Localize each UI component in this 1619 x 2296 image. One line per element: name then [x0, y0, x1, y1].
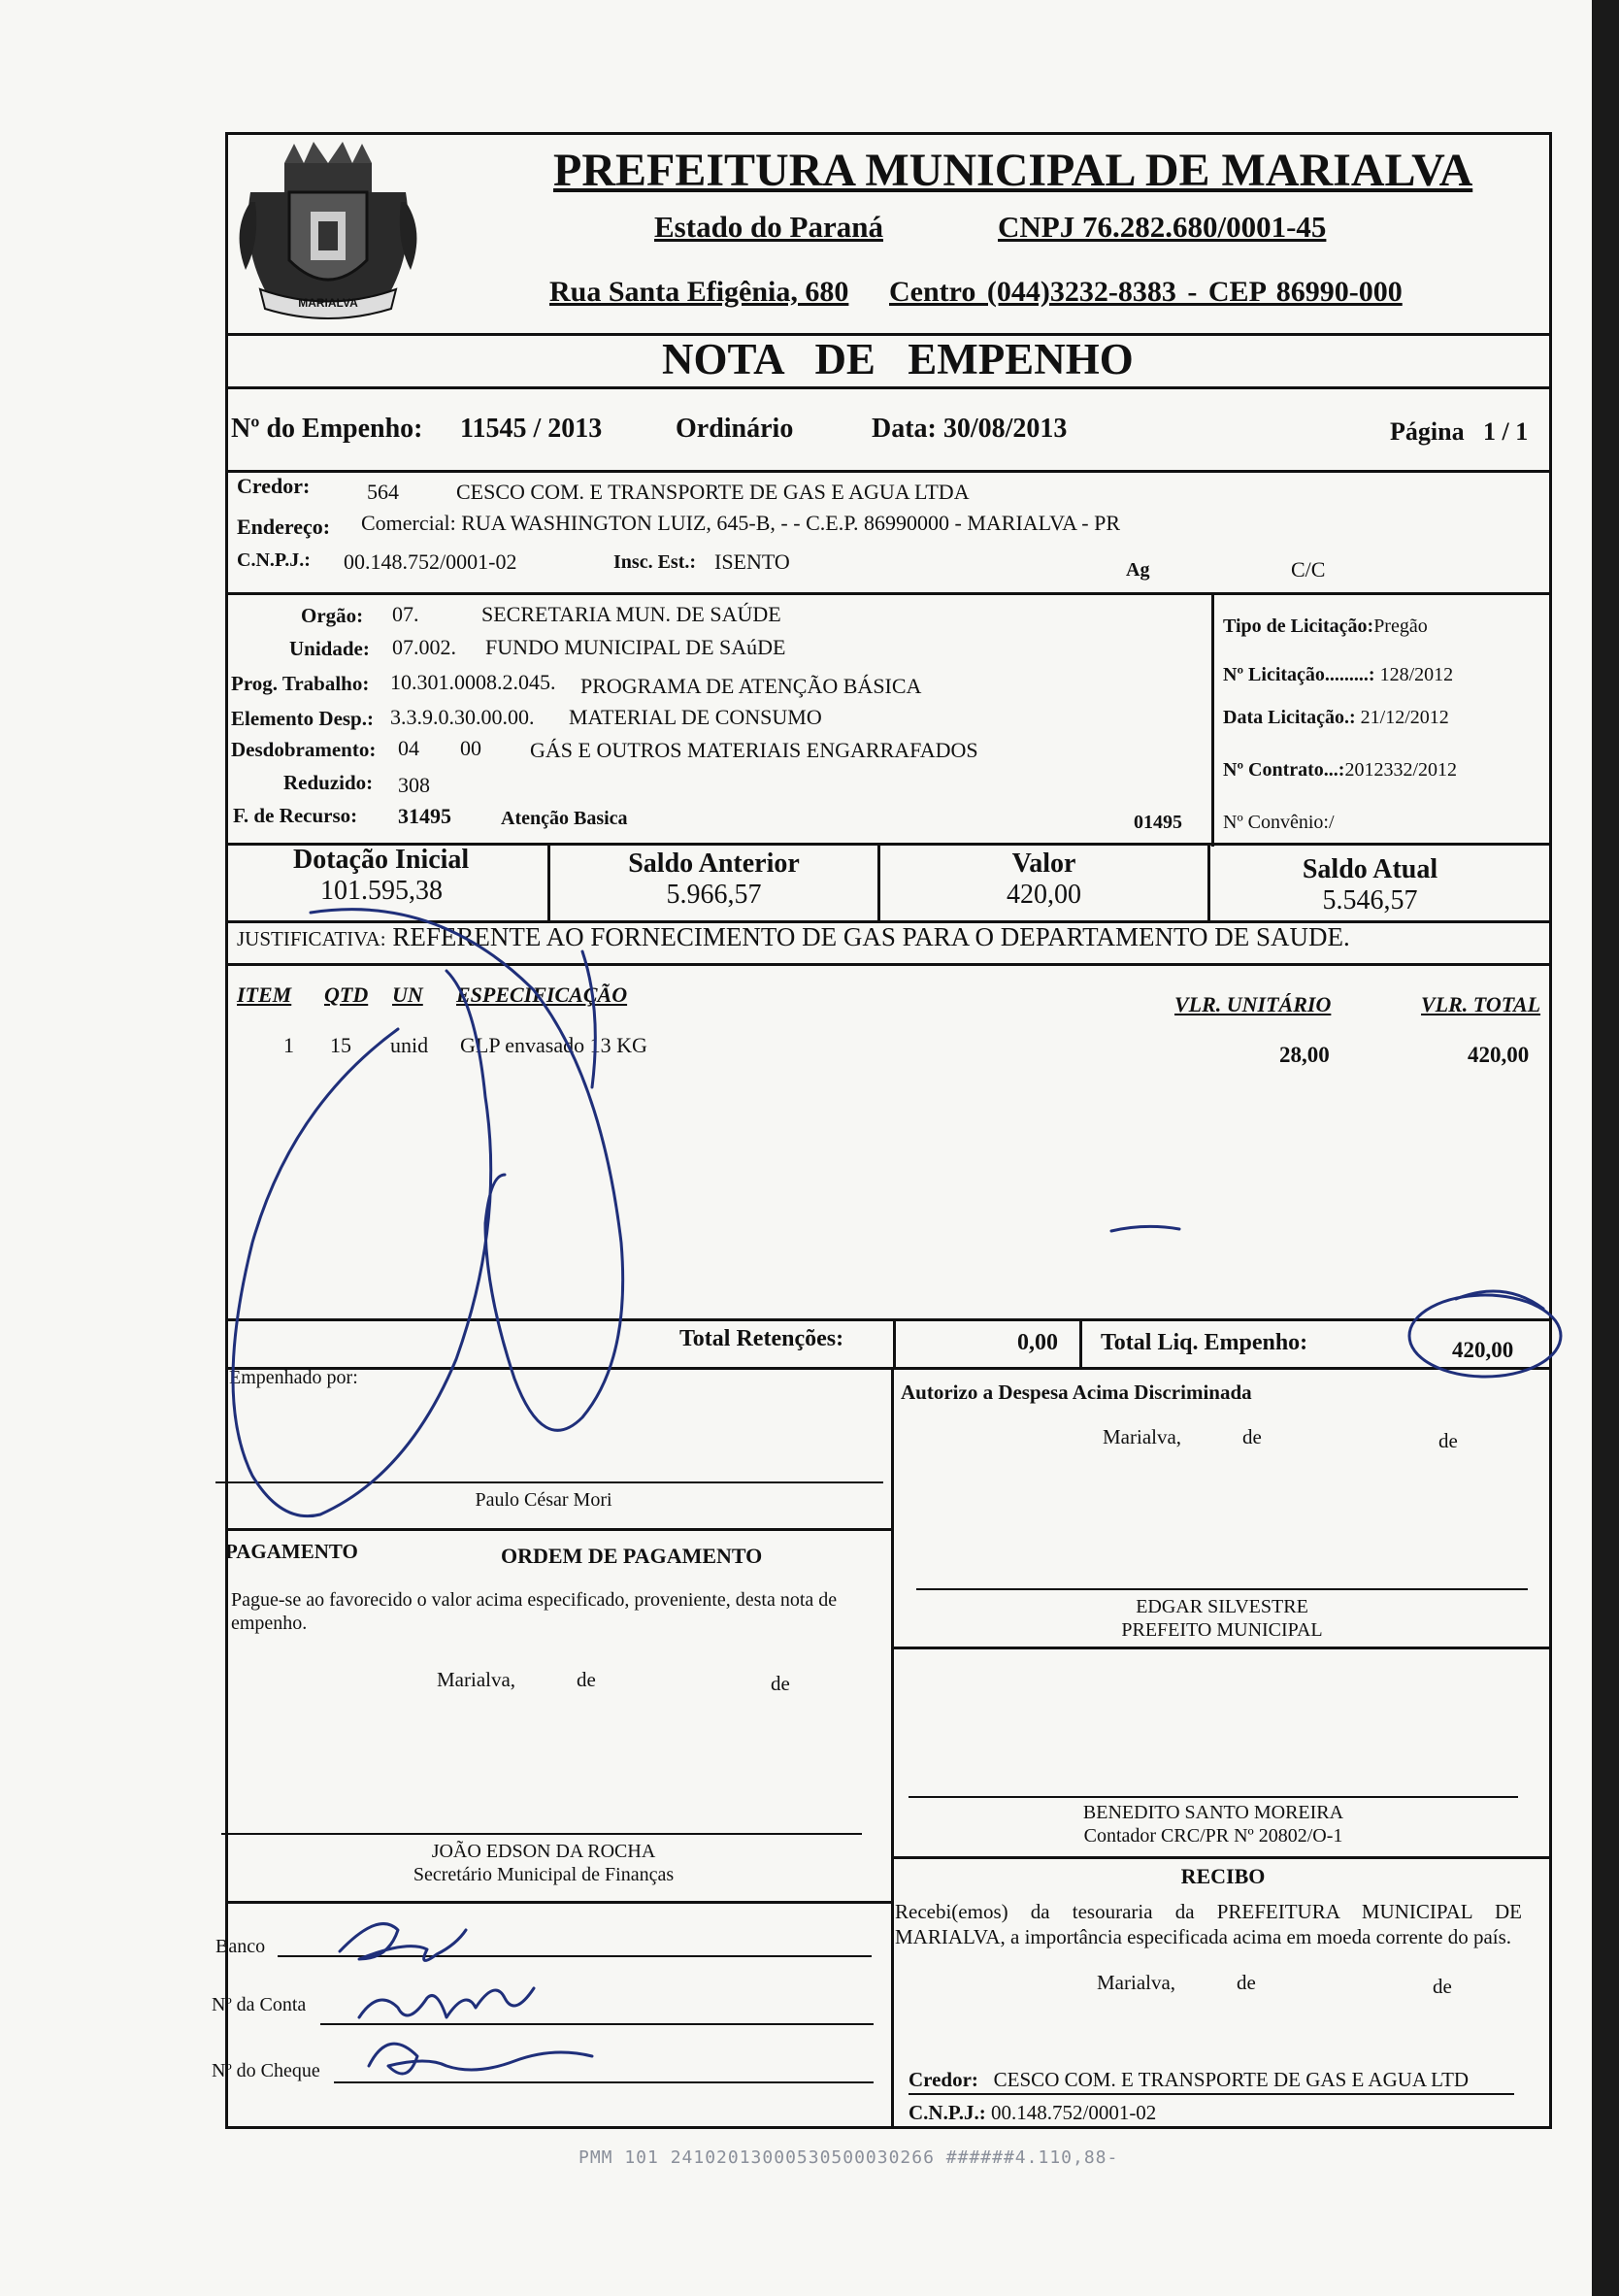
- contador-role: Contador CRC/PR Nº 20802/O-1: [1083, 1825, 1343, 1847]
- secretario-role: Secretário Municipal de Finanças: [413, 1864, 675, 1885]
- recibo-text: Recebi(emos) da tesouraria da PREFEITURA MUNICIPAL DE MARIALVA, a importância especificada acima em moeda corrente do país.: [895, 1900, 1522, 1948]
- recibo-city: Marialva,: [1097, 1971, 1176, 1994]
- unidade-name: FUNDO MUNICIPAL DE SAúDE: [485, 635, 786, 659]
- secretario-name: JOÃO EDSON DA ROCHA: [431, 1841, 656, 1862]
- desdob-name: GÁS E OUTROS MATERIAIS ENGARRAFADOS: [530, 738, 978, 762]
- total-circle-icon: [1398, 1280, 1572, 1386]
- address-header: Rua Santa Efigênia, 680: [549, 276, 849, 308]
- convenio-label: Nº Convênio:/: [1223, 812, 1335, 833]
- reduzido-label: Reduzido:: [283, 771, 374, 794]
- dotacao-value: 101.595,38: [320, 876, 443, 906]
- pagamento-de1: de: [577, 1668, 596, 1691]
- saldo-anterior-label: Saldo Anterior: [628, 849, 800, 879]
- pagamento-label: PAGAMENTO: [225, 1540, 358, 1563]
- insc-value: ISENTO: [714, 549, 790, 574]
- recurso-name: Atenção Basica: [501, 808, 628, 829]
- autorizo-city: Marialva,: [1103, 1425, 1182, 1448]
- empenhado-name: Paulo César Mori: [475, 1489, 612, 1511]
- cheque-label: Nº do Cheque: [212, 2060, 320, 2081]
- seal-text: MARIALVA: [298, 296, 358, 310]
- saldo-anterior-value: 5.966,57: [666, 880, 762, 910]
- recibo-cnpj: C.N.P.J.: 00.148.752/0001-02: [909, 2101, 1157, 2124]
- recibo-label: RECIBO: [1180, 1864, 1266, 1888]
- page-label: Página: [1390, 417, 1465, 446]
- table-row-item: 1: [283, 1033, 294, 1057]
- liq-label: Total Liq. Empenho:: [1101, 1330, 1308, 1355]
- col-item: ITEM: [237, 982, 292, 1007]
- recurso-label: F. de Recurso:: [233, 804, 358, 827]
- recibo-credor: Credor: CESCO COM. E TRANSPORTE DE GAS E AGUA LTD: [909, 2068, 1470, 2091]
- signature-scribble-icon: [194, 854, 660, 1534]
- unidade-code: 07.002.: [392, 635, 456, 659]
- cc-label: C/C: [1291, 557, 1326, 582]
- col-un: UN: [392, 982, 423, 1007]
- insc-label: Insc. Est.:: [613, 551, 697, 573]
- page-number: 1 / 1: [1483, 417, 1529, 446]
- handwritten-signatures-icon: [320, 1901, 611, 2095]
- valor-value: 420,00: [1007, 880, 1081, 910]
- page-title: PREFEITURA MUNICIPAL DE MARIALVA: [553, 145, 1473, 196]
- recurso-extra: 01495: [1134, 812, 1182, 833]
- pagamento-city: Marialva,: [437, 1668, 516, 1691]
- saldo-atual-label: Saldo Atual: [1302, 854, 1438, 884]
- licitacao-data: Data Licitação.: 21/12/2012: [1223, 707, 1449, 728]
- conta-label: Nº da Conta: [212, 1994, 307, 2015]
- dotacao-label: Dotação Inicial: [293, 845, 470, 875]
- cnpj-header: CNPJ 76.282.680/0001-45: [998, 210, 1327, 244]
- desdob-a: 04: [398, 736, 419, 760]
- recurso-code: 31495: [398, 804, 451, 828]
- pagamento-de2: de: [771, 1672, 790, 1695]
- table-row-qtd: 15: [330, 1033, 351, 1057]
- ordem-pagamento-label: ORDEM DE PAGAMENTO: [501, 1544, 763, 1568]
- recibo-de2: de: [1433, 1975, 1452, 1998]
- contador-name: BENEDITO SANTO MOREIRA: [1082, 1802, 1344, 1823]
- elemento-label: Elemento Desp.:: [231, 707, 374, 730]
- ag-label: Ag: [1126, 559, 1150, 581]
- justificativa: JUSTIFICATIVA: REFERENTE AO FORNECIMENTO DE GAS PARA O DEPARTAMENTO DE SAUDE.: [237, 922, 1350, 951]
- address-label: Endereço:: [237, 515, 331, 539]
- prog-label: Prog. Trabalho:: [231, 672, 370, 695]
- prefeito-role: PREFEITO MUNICIPAL: [1121, 1619, 1323, 1641]
- credor-cnpj: 00.148.752/0001-02: [344, 549, 517, 574]
- orgao-code: 07.: [392, 602, 419, 626]
- elemento-name: MATERIAL DE CONSUMO: [569, 705, 822, 729]
- empenho-number: 11545 / 2013: [460, 414, 603, 444]
- saldo-atual-value: 5.546,57: [1322, 885, 1418, 915]
- footer-code: PMM 101 24102013000530500030266 ######4.110,88-: [578, 2147, 1119, 2168]
- orgao-name: SECRETARIA MUN. DE SAÚDE: [481, 602, 781, 626]
- empenhado-label: Empenhado por:: [229, 1367, 358, 1388]
- autorizo-de2: de: [1438, 1429, 1458, 1452]
- empenho-date: Data: 30/08/2013: [872, 414, 1068, 444]
- pen-mark-icon: [1107, 1219, 1184, 1239]
- col-spec: ESPECIFICAÇÃO: [456, 982, 628, 1007]
- empenho-label: Nº do Empenho:: [231, 414, 423, 444]
- valor-label: Valor: [1011, 849, 1076, 879]
- frame-right: [1549, 132, 1552, 2128]
- col-total: VLR. TOTAL: [1421, 992, 1541, 1016]
- prog-code: 10.301.0008.2.045.: [390, 670, 556, 694]
- empenho-type: Ordinário: [676, 414, 794, 444]
- credor-code: 564: [367, 480, 399, 504]
- banco-label: Banco: [215, 1936, 266, 1957]
- retencoes-value: 0,00: [1017, 1330, 1058, 1355]
- state-label: Estado do Paraná: [654, 210, 883, 244]
- orgao-label: Orgão:: [301, 604, 364, 627]
- recibo-de1: de: [1237, 1971, 1256, 1994]
- table-row-un: unid: [390, 1033, 429, 1057]
- prog-name: PROGRAMA DE ATENÇÃO BÁSICA: [580, 674, 922, 698]
- frame-left: [225, 132, 228, 2128]
- credor-name: CESCO COM. E TRANSPORTE DE GAS E AGUA LTDA: [456, 480, 970, 504]
- col-qtd: QTD: [324, 982, 369, 1007]
- contrato-numero: Nº Contrato...:2012332/2012: [1223, 759, 1458, 781]
- desdob-label: Desdobramento:: [231, 738, 377, 761]
- doc-title: NOTA DE EMPENHO: [662, 335, 1134, 383]
- reduzido-value: 308: [398, 773, 430, 797]
- licitacao-numero: Nº Licitação.........: 128/2012: [1223, 664, 1454, 685]
- table-row-spec: GLP envasado 13 KG: [460, 1033, 647, 1057]
- liq-value: 420,00: [1452, 1338, 1514, 1362]
- coat-of-arms-icon: [231, 134, 425, 338]
- autorizo-de1: de: [1242, 1425, 1262, 1448]
- licitacao-tipo: Tipo de Licitação:Pregão: [1223, 616, 1428, 637]
- cnpj-label: C.N.P.J.:: [237, 549, 311, 571]
- autorizo-label: Autorizo a Despesa Acima Discriminada: [901, 1381, 1252, 1404]
- prefeito-name: EDGAR SILVESTRE: [1136, 1596, 1308, 1617]
- col-unit: VLR. UNITÁRIO: [1174, 992, 1332, 1016]
- unidade-label: Unidade:: [289, 637, 370, 660]
- credor-label: Credor:: [237, 474, 311, 498]
- credor-address: Comercial: RUA WASHINGTON LUIZ, 645-B, - - C.E.P. 86990000 - MARIALVA - PR: [361, 511, 1121, 535]
- retencoes-label: Total Retenções:: [679, 1326, 844, 1351]
- desdob-b: 00: [460, 736, 481, 760]
- district-phone-header: Centro (044)3232-8383 - CEP 86990-000: [889, 276, 1403, 308]
- table-row-unit: 28,00: [1279, 1043, 1330, 1067]
- table-row-total: 420,00: [1468, 1043, 1530, 1067]
- pagamento-text: Pague-se ao favorecido o valor acima especificado, proveniente, desta nota de empenho.: [231, 1589, 838, 1634]
- elemento-code: 3.3.9.0.30.00.00.: [390, 705, 535, 729]
